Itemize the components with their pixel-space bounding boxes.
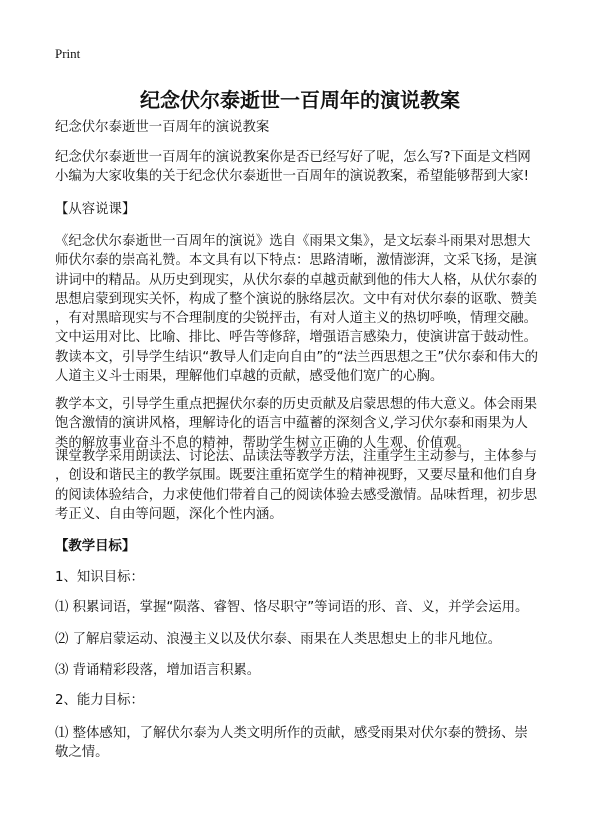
goal-item bbox=[55, 724, 528, 763]
page-title: 纪念伏尔泰逝世一百周年的演说教案 bbox=[140, 88, 460, 112]
text-line: 的阅读体验结合，力求使他们带着自己的阅读体验去感受激情。品味哲理，初步思 bbox=[55, 487, 538, 503]
text-line: 饱含激情的演讲风格，理解诗化的语言中蕴蓄的深刻含义,学习伏尔泰和雨果为人 bbox=[55, 416, 528, 432]
text-line: 敬之情。 bbox=[55, 745, 109, 761]
section-heading: 【教学目标】 bbox=[55, 539, 136, 554]
paragraph-teaching bbox=[55, 395, 537, 453]
goal-item: ⑵ 了解启蒙运动、浪漫主义以及伏尔泰、雨果在人类思想史上的非凡地位。 bbox=[55, 632, 502, 647]
text-line: 教读本文，引导学生结识“教导人们走向自由”的“法兰西思想之王”伏尔泰和伟大的 bbox=[55, 349, 539, 365]
paragraph-overview bbox=[55, 232, 538, 386]
text-line: 考正义、自由等问题，深化个性内涵。 bbox=[55, 506, 283, 522]
goal-heading: 2、能力目标： bbox=[55, 693, 144, 708]
text-line: ，创设和谐民主的教学氛围。既要注重拓宽学生的精神视野，又要尽量和他们自身 bbox=[55, 468, 538, 484]
text-line: 文中运用对比、比喻、排比、呼告等修辞，增强语言感染力，使演讲富于鼓动性。 bbox=[55, 330, 538, 346]
paragraph-method bbox=[55, 447, 537, 524]
section-heading: 【从容说课】 bbox=[55, 202, 136, 217]
text-line: 思想启蒙到现实关怀，构成了整个演说的脉络层次。文中有对伏尔泰的讴歌、赞美 bbox=[55, 291, 538, 307]
text-line: 师伏尔泰的崇高礼赞。本文具有以下特点：思路清晰，激情澎湃，文采飞扬，是演 bbox=[55, 253, 538, 269]
print-link[interactable]: Print bbox=[55, 46, 81, 61]
text-line: 《纪念伏尔泰逝世一百周年的演说》选自《雨果文集》，是文坛泰斗雨果对思想大 bbox=[55, 234, 531, 249]
text-line: 课堂教学采用朗读法、讨论法、品读法等教学方法，注重学生主动参与，主体参与 bbox=[55, 449, 538, 464]
subtitle: 纪念伏尔泰逝世一百周年的演说教案 bbox=[55, 120, 270, 135]
text-line: 类的解放事业奋斗不息的精神，帮助学生树立正确的人生观、价值观。 bbox=[55, 435, 471, 451]
text-line: ，有对黑暗现实与不合理制度的尖锐抨击，有对人道主义的热切呼唤，情理交融。 bbox=[55, 311, 538, 327]
text-line: 教学本文，引导学生重点把握伏尔泰的历史贡献及启蒙思想的伟大意义。体会雨果 bbox=[55, 397, 538, 412]
text-line: 讲词中的精品。从历史到现实，从伏尔泰的卓越贡献到他的伟大人格，从伏尔泰的 bbox=[55, 272, 538, 288]
text-line: 小编为大家收集的关于纪念伏尔泰逝世一百周年的演说教案，希望能够帮到大家! bbox=[55, 169, 530, 185]
goal-item: ⑶ 背诵精彩段落，增加语言积累。 bbox=[55, 663, 261, 678]
text-line: 纪念伏尔泰逝世一百周年的演说教案你是否已经写好了呢，怎么写?下面是文档网 bbox=[55, 150, 531, 165]
text-line: ⑴ 整体感知，了解伏尔泰为人类文明所作的贡献，感受雨果对伏尔泰的赞扬、崇 bbox=[55, 726, 528, 741]
goal-heading: 1、知识目标： bbox=[55, 570, 144, 585]
goal-item: ⑴ 积累词语，掌握“陨落、睿智、恪尽职守”等词语的形、音、义，并学会运用。 bbox=[55, 600, 529, 615]
text-line: 人道主义斗士雨果，理解他们卓越的贡献，感受他们宽广的心胸。 bbox=[55, 369, 444, 385]
intro-paragraph bbox=[55, 148, 531, 187]
